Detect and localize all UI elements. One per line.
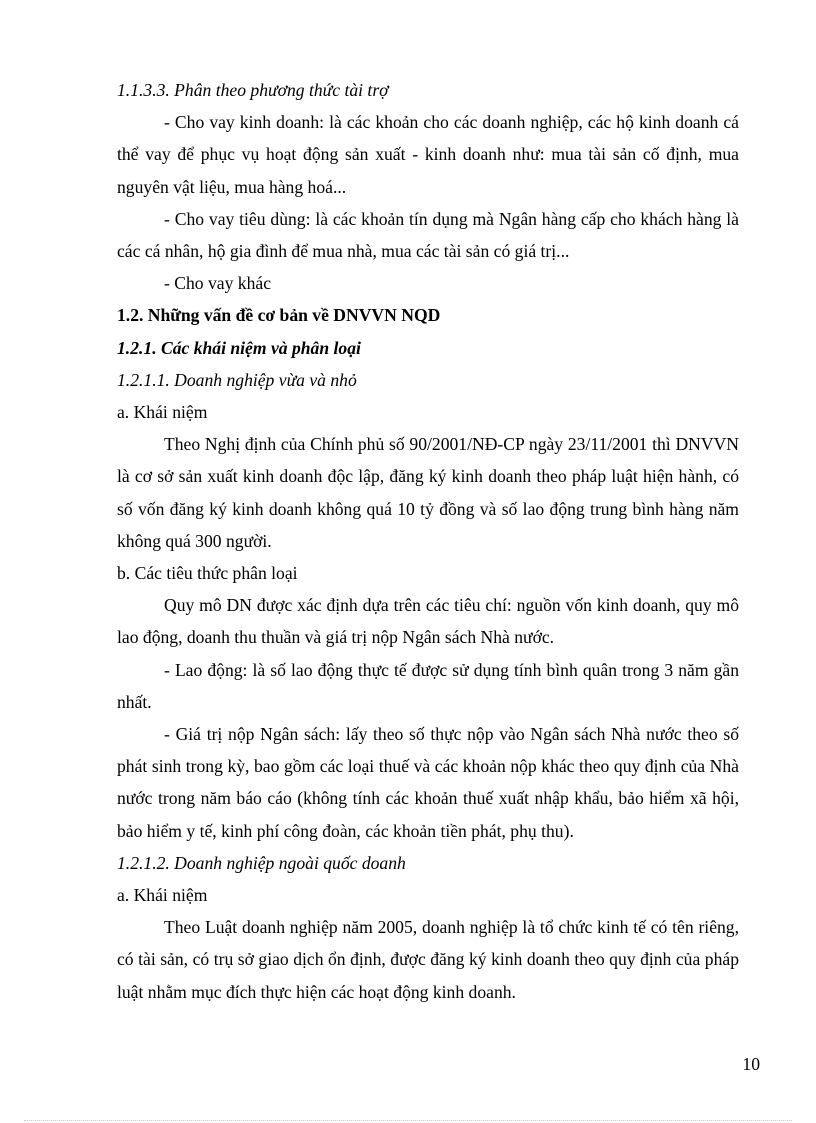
paragraph-labor: - Lao động: là số lao động thực tế được sử dụng tính bình quân trong 3 năm gần nhất.	[117, 659, 739, 712]
page-number: 10	[742, 1054, 760, 1074]
section-heading-1-2: 1.2. Những vấn đề cơ bản về DNVVN NQD	[117, 305, 441, 326]
paragraph-consumer-loans: - Cho vay tiêu dùng: là các khoản tín dụng mà Ngân hàng cấp cho khách hàng là các cá nhân, hộ gia đình để mua nhà, mua các tài sản có giá trị...	[117, 208, 739, 262]
subsection-heading-1-2-1-2: 1.2.1.2. Doanh nghiệp ngoài quốc doanh	[117, 852, 406, 873]
paragraph-enterprise-law-definition: Theo Luật doanh nghiệp năm 2005, doanh nghiệp là tổ chức kinh tế có tên riêng, có tài sản, có trụ sở giao dịch ổn định, được đăng ký kinh doanh theo quy định của pháp luật nhằm mục đích thực hiện các hoạt động kinh doanh.	[117, 917, 739, 1002]
subsection-heading-1-2-1-1: 1.2.1.1. Doanh nghiệp vừa và nhỏ	[117, 369, 357, 390]
page-body	[117, 74, 739, 1008]
page-bottom-divider	[24, 1120, 792, 1121]
subsection-heading-1-2-1: 1.2.1. Các khái niệm và phân loại	[117, 337, 361, 358]
paragraph-sme-definition: Theo Nghị định của Chính phủ số 90/2001/NĐ-CP ngày 23/11/2001 thì DNVVN là cơ sở sản xuất kinh doanh độc lập, đăng ký kinh doanh theo pháp luật hiện hành, có số vốn đăng ký kinh doanh không quá 10 tỷ đồng và số lao động trung bình hàng năm không quá 300 người.	[117, 434, 739, 551]
item-heading-concept-2: a. Khái niệm	[117, 885, 208, 906]
paragraph-business-scale: Quy mô DN được xác định dựa trên các tiêu chí: nguồn vốn kinh doanh, quy mô lao động, doanh thu thuần và giá trị nộp Ngân sách Nhà nước.	[117, 595, 739, 648]
subsection-heading-1-1-3-3: 1.1.3.3. Phân theo phương thức tài trợ	[117, 80, 389, 100]
paragraph-budget-contribution: - Giá trị nộp Ngân sách: lấy theo số thực nộp vào Ngân sách Nhà nước theo số phát sinh trong kỳ, bao gồm các loại thuế và các khoản nộp khác theo quy định của Nhà nước trong năm báo cáo (không tính các khoản thuế xuất nhập khẩu, bảo hiểm xã hội, bảo hiểm y tế, kinh phí công đoàn, các khoản tiền phát, phụ thu).	[117, 724, 739, 841]
paragraph-other-loans: - Cho vay khác	[164, 273, 271, 294]
item-heading-concept-1: a. Khái niệm	[117, 402, 208, 423]
item-heading-classification-criteria: b. Các tiêu thức phân loại	[117, 563, 298, 584]
paragraph-business-loans: - Cho vay kinh doanh: là các khoản cho các doanh nghiệp, các hộ kinh doanh cá thể vay để phục vụ hoạt động sản xuất - kinh doanh như: mua tài sản cố định, mua nguyên vật liệu, mua hàng hoá...	[117, 112, 739, 197]
